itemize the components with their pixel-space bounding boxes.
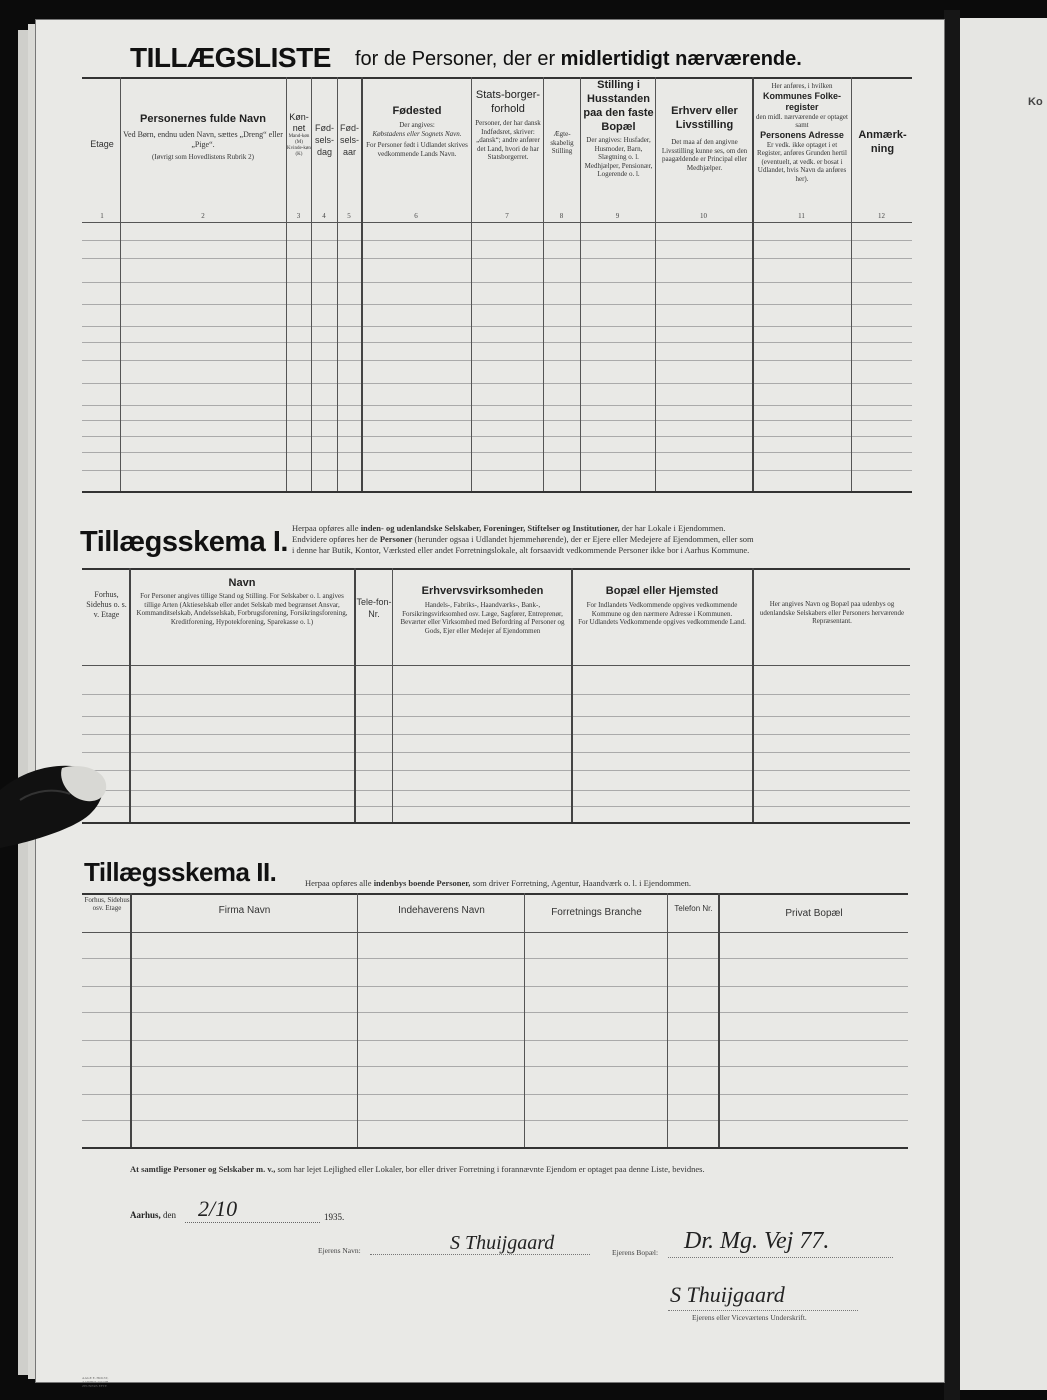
book-gutter: [944, 10, 960, 1400]
owner-address-rule: [668, 1257, 893, 1258]
col-number: 8: [559, 212, 564, 220]
col-etage: Etage: [90, 139, 114, 149]
attestation-statement: At samtlige Personer og Selskaber m. v., som har lejet Lejlighed eller Lokaler, bor eller driver Forretning i forannævnte Ejendom er optaget paa denne Liste, bevidnes.: [130, 1164, 705, 1174]
signature-label: Ejerens eller Viceværtens Underskrift.: [692, 1313, 807, 1322]
signature-rule: [668, 1310, 858, 1311]
owner-address-label: Ejerens Bopæl:: [612, 1248, 659, 1257]
col-number: 5: [347, 212, 351, 220]
handwritten-date: 2/10: [198, 1196, 238, 1221]
schedule-2-title: Tillægsskema II.: [84, 857, 277, 887]
col-occupation: Erhverv eller Livsstilling Det maa af den angivne Livsstilling kunne ses, om den paagældende er Principal eller Medhjælper.: [661, 105, 748, 172]
owner-name-handwritten: S Thuijgaard: [450, 1232, 555, 1254]
year: 1935.: [324, 1212, 345, 1222]
s1-col-business: Erhvervsvirksomheden Handels-, Fabriks-, Haandværks-, Bank-, Forsikringsvirksomhed osv. Læge, Sagfører, Entreprenør, Beværter eller Virksomhed med Befordring af Personer og Gods, Ejer eller Medejer af Ejendommen: [400, 585, 565, 635]
col-number: 4: [322, 212, 326, 220]
form-title: TILLÆGSLISTE: [130, 42, 331, 73]
s1-col-phone: Tele-fon-Nr.: [356, 597, 392, 619]
s2-col-phone: Telefon Nr.: [674, 904, 713, 913]
printer-mark: AAGE E. HOLST, AARHUS JACOB ZEUNERS EFTF.: [82, 1376, 109, 1388]
col-number: 3: [296, 212, 301, 220]
col-birthyear: Fød-sels-aar: [339, 123, 359, 157]
col-remarks: Anmærk-ning: [858, 129, 907, 155]
s2-col-owner: Indehaverens Navn: [398, 905, 485, 916]
s1-col-name: Navn For Personer angives tillige Stand og Stilling. For Selskaber o. l. angives tillige Arten (Aktieselskab eller andet Selskab med begrænset Ansvar, Kommanditselskab, Andelsselskab, Forbrugsforening, Forsikringsforening, Kreditforening, Hypotekforening, Sparekasse o. l.): [136, 577, 348, 626]
facing-page-text: Ko: [1028, 96, 1043, 108]
col-birthplace: Fødested Der angives: Købstadens eller Sognets Navn. For Personer født i Udlandet skrives vedkommende Lands Navn.: [366, 105, 468, 158]
signature-handwritten: S Thuijgaard: [670, 1282, 785, 1307]
owner-address-handwritten: Dr. Mg. Vej 77.: [684, 1228, 830, 1254]
col-number: 1: [100, 212, 104, 220]
s2-col-branch: Forretnings Branche: [551, 907, 642, 918]
form-subtitle: for de Personer, der er midlertidigt nærværende.: [355, 48, 802, 70]
owner-name-label: Ejerens Navn:: [318, 1246, 361, 1255]
col-gender: Køn-net Mand-køn (M) Kvinde-køn (K): [287, 112, 311, 157]
col-name: Personernes fulde Navn Ved Børn, endnu uden Navn, sættes „Dreng“ eller „Pige“. (Iøvrigt som Hovedlistens Rubrik 2): [123, 113, 283, 161]
col-citizenship: Stats-borger-forhold Personer, der har dansk Indfødsret, skriver: „dansk“; andre anfører det Land, hvori de har Statsborgerret.: [475, 89, 541, 161]
s1-col-floor: Forhus, Sidehus o. s. v. Etage: [86, 590, 127, 619]
col-birthday: Fød-sels-dag: [314, 123, 334, 157]
col-marital: Ægte-skabelig Stilling: [550, 130, 574, 155]
s1-col-representative: Her angives Navn og Bopæl paa udenbys og udenlandske Selskabers eller Personers herværende Repræsentant.: [759, 600, 905, 625]
schedule-2-instructions: Herpaa opføres alle indenbys boende Personer, som driver Forretning, Agentur, Haandværk o. l. i Ejendommen.: [305, 878, 692, 888]
col-register: Her anføres, i hvilken Kommunes Folke-register den midl. nærværende er optaget samt Personens Adresse Er vedk. ikke optaget i et Register, anføres Grunden hertil (eventuelt, at vedk. er bosat i Udlandet, hvis Navn da anføres her).: [756, 82, 848, 183]
date-line: Aarhus, den: [130, 1210, 177, 1220]
col-number: 2: [201, 212, 205, 220]
thumb-photo-artifact: [0, 760, 110, 850]
col-number: 10: [700, 212, 707, 220]
date-rule: [185, 1222, 320, 1223]
schedule-1-title: Tillægsskema I.: [80, 526, 288, 558]
s1-col-residence: Bopæl eller Hjemsted For Indlandets Vedkommende opgives vedkommende Kommune og den nærmere Adresse i Kommunen. For Udlandets Vedkommende opgives vedkommende Land.: [578, 585, 746, 626]
form-page: [36, 20, 944, 1382]
col-number: 9: [615, 212, 620, 220]
col-number: 6: [414, 212, 418, 220]
col-number: 7: [505, 212, 509, 220]
col-household: Stilling i Husstanden paa den faste Bopæl Der angives: Husfader, Husmoder, Barn, Slægtning o. l. Medhjælper, Pensionær, Logerende o. l.: [583, 79, 654, 178]
schedule-1-instructions: Herpaa opføres alle inden- og udenlandske Selskaber, Foreninger, Stiftelser og Institutioner, der har Lokale i Ejendommen. Endvidere opføres her de Personer (herunder ogsaa i Udlandet hjemmehørende), der er Ejere eller Medejere af Ejendommen, eller som i denne har Butik, Kontor, Værksted eller andet Forretningslokale, alt forsaavidt vedkommende Personer ikke bor i Aarhus Kommune.: [292, 523, 754, 555]
col-number: 12: [878, 212, 885, 220]
s2-col-firm: Firma Navn: [218, 905, 271, 916]
s2-col-private-address: Privat Bopæl: [785, 908, 843, 919]
col-number: 11: [798, 212, 805, 220]
s2-col-floor: Forhus, Sidehus osv. Etage: [84, 896, 130, 912]
facing-page: [960, 18, 1047, 1390]
